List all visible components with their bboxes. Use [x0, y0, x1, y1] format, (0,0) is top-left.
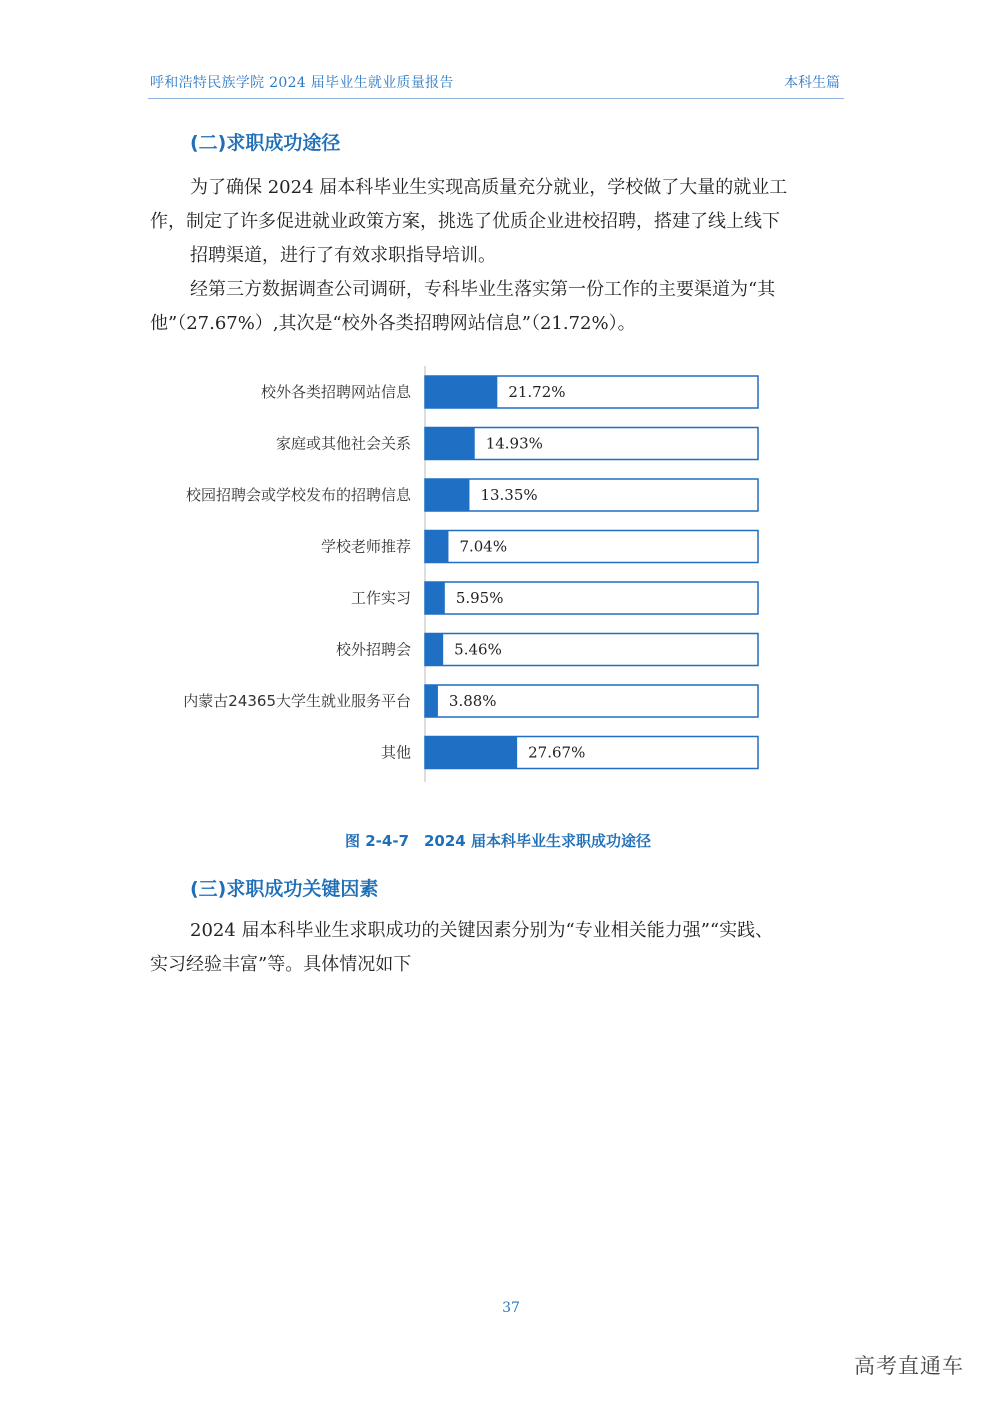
category-label: 校外各类招聘网站信息: [260, 383, 411, 401]
header-report-title: 呼和浩特民族学院 2024 届毕业生就业质量报告: [150, 75, 454, 91]
job-channel-bar-chart: [150, 360, 790, 790]
bar: [425, 428, 475, 460]
category-label: 其他: [380, 743, 411, 762]
paragraph-line: 经第三方数据调查公司调研，专科毕业生落实第一份工作的主要渠道为“其: [190, 279, 776, 300]
bar: [425, 685, 438, 717]
value-label: 5.95%: [455, 589, 504, 607]
value-label: 13.35%: [480, 486, 538, 504]
header-section-name: 本科生篇: [784, 75, 840, 91]
bar: [425, 479, 469, 511]
category-label: 家庭或其他社会关系: [275, 434, 411, 453]
bar: [425, 634, 443, 666]
bar: [425, 376, 497, 408]
section-title-key-factors: (三)求职成功关键因素: [190, 878, 379, 900]
bar: [425, 582, 445, 614]
bar-track: [425, 479, 758, 511]
paragraph-key-factors: [150, 914, 846, 982]
paragraph-survey: [150, 273, 846, 341]
paragraph-line: 作，制定了许多促进就业政策方案，挑选了优质企业进校招聘，搭建了线上线下: [150, 211, 780, 232]
category-label: 工作实习: [350, 589, 411, 607]
watermark-text: 高考直通车: [854, 1354, 964, 1378]
category-label: 内蒙古24365大学生就业服务平台: [183, 692, 411, 710]
figure-caption: 图 2-4-7 2024 届本科毕业生求职成功途径: [345, 832, 651, 850]
paragraph-line: 为了确保 2024 届本科毕业生实现高质量充分就业，学校做了大量的就业工: [190, 177, 788, 198]
page-number: 37: [502, 1300, 520, 1316]
category-label: 校外招聘会: [335, 640, 411, 659]
header-divider: [148, 98, 844, 99]
bar: [425, 531, 448, 563]
category-label: 学校老师推荐: [320, 537, 411, 556]
value-label: 3.88%: [448, 692, 497, 710]
value-label: 21.72%: [508, 383, 566, 401]
value-label: 27.67%: [528, 743, 586, 762]
bar-track: [425, 428, 758, 460]
value-label: 14.93%: [485, 434, 543, 453]
paragraph-line: 实习经验丰富”等。具体情况如下: [150, 954, 412, 975]
section-title-job-channels: (二)求职成功途径: [190, 132, 341, 154]
category-label: 校园招聘会或学校发布的招聘信息: [185, 486, 411, 504]
paragraph-line: 2024 届本科毕业生求职成功的关键因素分别为“专业相关能力强”“实践、: [190, 920, 774, 941]
paragraph-intro: [150, 171, 846, 273]
value-label: 7.04%: [459, 537, 508, 556]
paragraph-line: 他”（27.67%）,其次是“校外各类招聘网站信息”（21.72%）。: [150, 313, 636, 334]
value-label: 5.46%: [454, 640, 502, 659]
bar: [425, 737, 517, 769]
paragraph-line: 招聘渠道，进行了有效求职指导培训。: [190, 245, 496, 266]
